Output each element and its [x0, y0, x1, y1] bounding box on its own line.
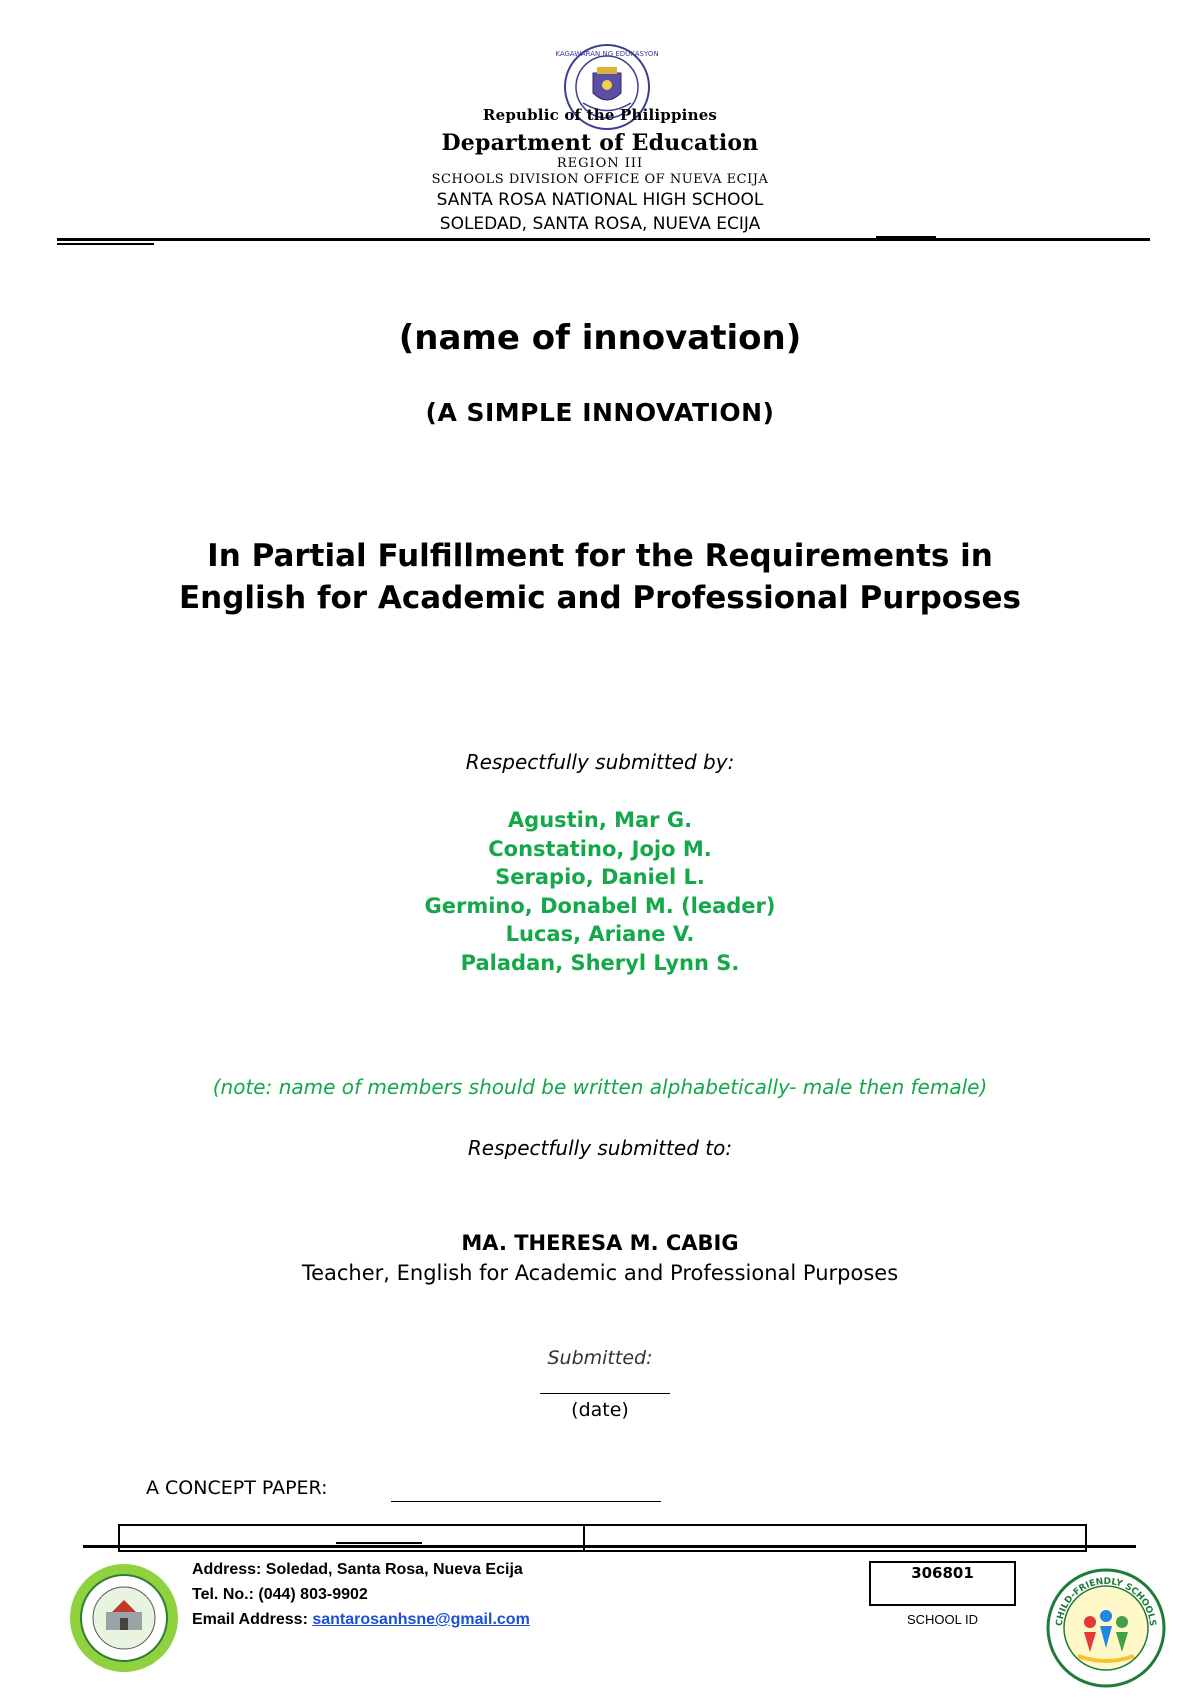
member-name: Agustin, Mar G. [507, 808, 693, 832]
member-name: Constatino, Jojo M. [488, 836, 712, 861]
school-id-label: SCHOOL ID [906, 1612, 979, 1627]
purpose-line: In Partial Fulfillment for the Requirements in [207, 538, 993, 574]
republic-label: Republic of the Philippines [482, 106, 718, 124]
member-list [0, 806, 1200, 977]
school-address: SOLEDAD, SANTA ROSA, NUEVA ECIJA [439, 214, 761, 234]
email-link[interactable]: santarosanhsne@gmail.com [312, 1611, 530, 1628]
school-id-box: 306801 [869, 1561, 1016, 1606]
concept-paper-blank-line [391, 1501, 661, 1502]
child-friendly-schools-logo [1044, 1566, 1168, 1690]
innovation-title: (name of innovation) [398, 318, 802, 358]
footer-rule-accent [336, 1542, 422, 1544]
member-name: Lucas, Ariane V. [505, 922, 695, 946]
submitted-by-label: Respectfully submitted by: [465, 750, 735, 774]
school-logo [68, 1562, 180, 1674]
svg-text:KAGAWARAN NG EDUKASYON: KAGAWARAN NG EDUKASYON [555, 50, 659, 58]
division-label: SCHOOLS DIVISION OFFICE OF NUEVA ECIJA [431, 172, 769, 187]
footer-email [192, 1611, 530, 1629]
member-name: Serapio, Daniel L. [495, 865, 705, 889]
header-rule-accent [57, 243, 154, 245]
footer-telephone: Tel. No.: (044) 803-9902 [192, 1586, 368, 1603]
logo-arc-text: CHILD-FRIENDLY SCHOOLS [1054, 1576, 1158, 1627]
school-name: SANTA ROSA NATIONAL HIGH SCHOOL [436, 190, 764, 210]
footer-address: Address: Soledad, Santa Rosa, Nueva Ecija [192, 1561, 523, 1578]
department-label: Department of Education [441, 130, 759, 156]
submitted-to-label: Respectfully submitted to: [467, 1136, 733, 1160]
purpose-line: English for Academic and Professional Purposes [179, 580, 1021, 616]
teacher-role: Teacher, English for Academic and Professional Purposes [301, 1261, 899, 1285]
innovation-subtitle: (A SIMPLE INNOVATION) [425, 398, 775, 427]
concept-paper-label: A CONCEPT PAPER: [146, 1477, 328, 1499]
footer-rule [83, 1545, 1136, 1548]
member-order-note: (note: name of members should be written alphabetically- male then female) [212, 1075, 988, 1099]
purpose-statement [0, 535, 1200, 619]
submitted-label: Submitted: [547, 1347, 653, 1369]
header-rule [57, 238, 1150, 241]
member-name: Germino, Donabel M. (leader) [424, 893, 776, 918]
date-label: (date) [571, 1399, 629, 1421]
member-name: Paladan, Sheryl Lynn S. [460, 950, 740, 975]
date-blank-line [540, 1393, 670, 1394]
header-rule-accent [876, 236, 936, 238]
email-label: Email Address: [192, 1611, 313, 1628]
teacher-name: MA. THERESA M. CABIG [461, 1231, 739, 1255]
region-label: REGION III [556, 156, 644, 171]
